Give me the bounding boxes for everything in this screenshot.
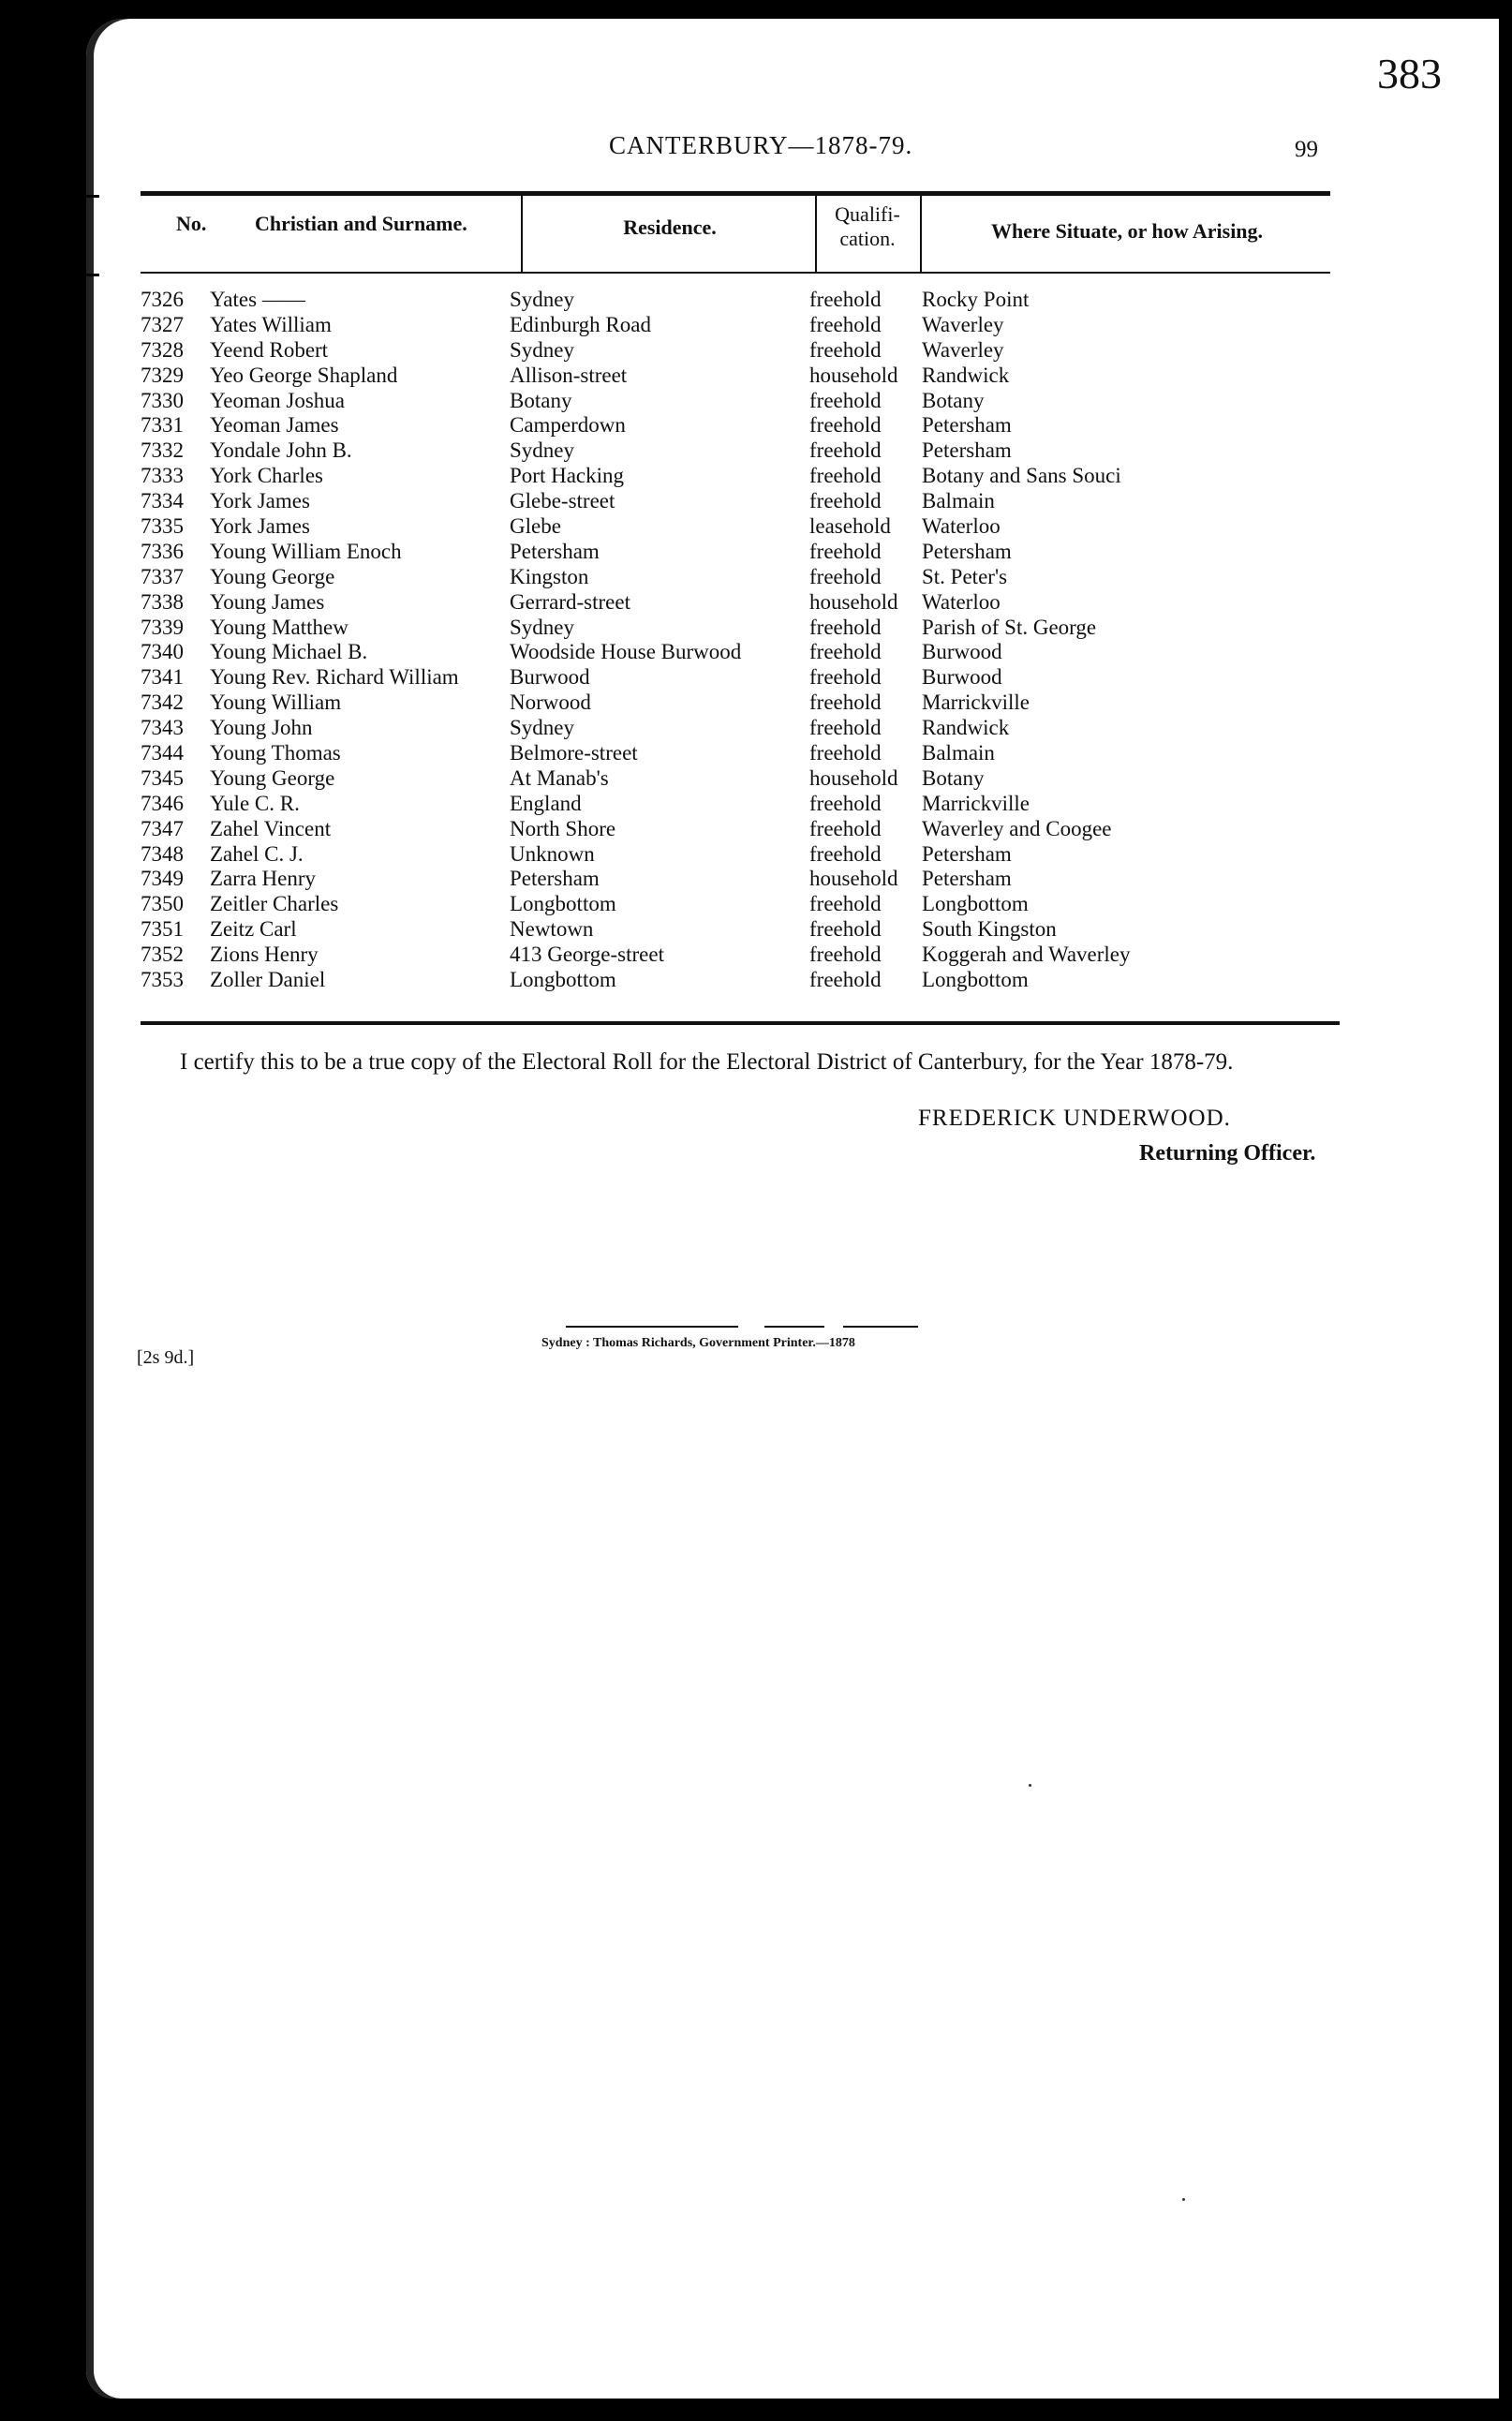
folio-number: 99: [1295, 137, 1318, 162]
row-where: Balmain: [922, 489, 995, 513]
row-name: Young George: [210, 564, 335, 588]
printer-rule: [843, 1326, 918, 1328]
row-qualification: freehold: [809, 892, 882, 916]
row-where: Petersham: [922, 841, 1012, 866]
row-qualification: freehold: [809, 615, 882, 639]
row-name: Yeo George Shapland: [210, 363, 398, 387]
row-name: Yeoman Joshua: [210, 388, 345, 412]
row-qualification: freehold: [809, 489, 882, 513]
row-residence: Sydney: [510, 716, 574, 740]
row-where: Burwood: [922, 640, 1002, 664]
printer-rule: [566, 1326, 738, 1328]
column-divider: [920, 195, 922, 272]
row-residence: England: [510, 791, 582, 815]
row-where: Rocky Point: [922, 288, 1030, 311]
page-number: 383: [1377, 50, 1442, 97]
row-name: Young Matthew: [210, 615, 348, 639]
row-number: 7331: [141, 413, 184, 438]
row-where: Koggerah and Waverley: [922, 943, 1131, 967]
header-where: Where Situate, or how Arising.: [990, 219, 1264, 243]
row-name: Zions Henry: [210, 943, 319, 967]
row-name: Yates William: [210, 312, 332, 336]
row-where: Waverley: [922, 337, 1004, 362]
row-number: 7329: [141, 363, 184, 387]
row-residence: Longbottom: [510, 968, 616, 992]
row-where: Burwood: [922, 665, 1002, 690]
row-where: Randwick: [922, 363, 1010, 387]
row-qualification: freehold: [809, 438, 882, 463]
row-name: Young Rev. Richard William: [210, 665, 459, 690]
row-name: Young James: [210, 589, 325, 614]
row-qualification: freehold: [809, 917, 882, 942]
row-residence: Sydney: [510, 438, 574, 463]
row-name: Young John: [210, 716, 313, 740]
row-where: Waverley and Coogee: [922, 816, 1112, 840]
row-where: Balmain: [922, 741, 995, 765]
edge-mark: [86, 274, 99, 276]
row-residence: Sydney: [510, 337, 574, 362]
row-name: Yeend Robert: [210, 337, 329, 362]
column-divider: [521, 195, 523, 272]
header-qualification: [817, 202, 918, 251]
row-residence: Unknown: [510, 841, 595, 866]
row-qualification: freehold: [809, 464, 882, 488]
row-qualification: freehold: [809, 564, 882, 588]
row-where: Petersham: [922, 539, 1012, 563]
edge-mark: [86, 195, 99, 198]
table-bottom-rule: [141, 1021, 1340, 1025]
row-residence: Kingston: [510, 564, 589, 588]
row-residence: Camperdown: [510, 413, 626, 438]
row-name: Zahel Vincent: [210, 816, 332, 840]
row-qualification: freehold: [809, 388, 882, 412]
row-qualification: household: [809, 589, 898, 614]
printer-line: Sydney : Thomas Richards, Government Printer.—1878: [541, 1336, 855, 1350]
row-where: Marrickville: [922, 691, 1030, 715]
row-qualification: freehold: [809, 337, 882, 362]
row-qualification: freehold: [809, 288, 882, 311]
row-number: 7350: [141, 892, 184, 916]
row-number: 7347: [141, 816, 184, 840]
row-name: Yondale John B.: [210, 438, 352, 463]
row-residence: Petersham: [510, 867, 600, 891]
row-number: 7352: [141, 943, 184, 967]
row-residence: Norwood: [510, 691, 591, 715]
row-where: Botany and Sans Souci: [922, 464, 1121, 488]
row-number: 7333: [141, 464, 184, 488]
row-name: Yates ——: [210, 288, 305, 311]
row-name: York Charles: [210, 464, 323, 488]
row-number: 7338: [141, 589, 184, 614]
row-qualification: freehold: [809, 413, 882, 438]
row-where: Longbottom: [922, 892, 1029, 916]
row-qualification: freehold: [809, 640, 882, 664]
row-number: 7343: [141, 716, 184, 740]
row-name: Young Thomas: [210, 741, 341, 765]
row-name: Zeitler Charles: [210, 892, 339, 916]
row-qualification: freehold: [809, 841, 882, 866]
row-name: York James: [210, 489, 310, 513]
row-name: Zoller Daniel: [210, 968, 326, 992]
row-where: Petersham: [922, 867, 1012, 891]
row-qualification: freehold: [809, 816, 882, 840]
row-number: 7330: [141, 388, 184, 412]
row-where: Petersham: [922, 413, 1012, 438]
row-qualification: freehold: [809, 791, 882, 815]
row-where: Waverley: [922, 312, 1004, 336]
row-residence: Glebe: [510, 514, 561, 539]
row-where: Botany: [922, 388, 985, 412]
row-qualification: freehold: [809, 716, 882, 740]
row-number: 7327: [141, 312, 184, 336]
row-name: Young William: [210, 691, 342, 715]
row-name: Young George: [210, 765, 335, 790]
running-head: CANTERBURY—1878-79.: [609, 131, 913, 159]
row-qualification: freehold: [809, 312, 882, 336]
row-residence: Petersham: [510, 539, 600, 563]
row-residence: Edinburgh Road: [510, 312, 651, 336]
row-number: 7341: [141, 665, 184, 690]
row-number: 7334: [141, 489, 184, 513]
row-where: St. Peter's: [922, 564, 1008, 588]
row-residence: Woodside House Burwood: [510, 640, 742, 664]
header-name: Christian and Surname.: [255, 212, 467, 235]
row-residence: 413 George-street: [510, 943, 664, 967]
row-name: Zahel C. J.: [210, 841, 304, 866]
row-name: York James: [210, 514, 310, 539]
row-residence: At Manab's: [510, 765, 609, 790]
row-name: Zeitz Carl: [210, 917, 297, 942]
row-residence: Glebe-street: [510, 489, 615, 513]
row-number: 7349: [141, 867, 184, 891]
row-qualification: freehold: [809, 741, 882, 765]
row-where: Botany: [922, 765, 985, 790]
row-number: 7351: [141, 917, 184, 942]
row-qualification: household: [809, 363, 898, 387]
row-residence: Port Hacking: [510, 464, 625, 488]
row-number: 7344: [141, 741, 184, 765]
row-residence: Sydney: [510, 615, 574, 639]
row-residence: Allison-street: [510, 363, 628, 387]
speck: [1182, 2198, 1185, 2201]
row-name: Young Michael B.: [210, 640, 368, 664]
row-where: Waterloo: [922, 589, 1001, 614]
row-residence: North Shore: [510, 816, 616, 840]
row-residence: Burwood: [510, 665, 590, 690]
row-number: 7335: [141, 514, 184, 539]
row-residence: Belmore-street: [510, 741, 638, 765]
printer-rule: [764, 1326, 824, 1328]
row-number: 7348: [141, 841, 184, 866]
row-where: South Kingston: [922, 917, 1057, 942]
certification-text: I certify this to be a true copy of the Electoral Roll for the Electoral District of Canterbury, for the Year 1878-79.: [180, 1049, 1234, 1075]
row-where: Randwick: [922, 716, 1010, 740]
row-where: Petersham: [922, 438, 1012, 463]
row-qualification: freehold: [809, 943, 882, 967]
row-qualification: freehold: [809, 968, 882, 992]
row-number: 7326: [141, 288, 184, 311]
row-number: 7340: [141, 640, 184, 664]
row-where: Longbottom: [922, 968, 1029, 992]
header-no: No.: [176, 212, 207, 235]
row-qualification: leasehold: [809, 514, 891, 539]
row-where: Parish of St. George: [922, 615, 1097, 639]
header-residence: Residence.: [623, 215, 717, 239]
table-top-rule: [141, 191, 1330, 196]
row-residence: Sydney: [510, 288, 574, 311]
row-residence: Newtown: [510, 917, 594, 942]
row-where: Marrickville: [922, 791, 1030, 815]
header-bottom-rule: [141, 272, 1330, 274]
row-qualification: freehold: [809, 691, 882, 715]
row-name: Zarra Henry: [210, 867, 317, 891]
row-qualification: freehold: [809, 539, 882, 563]
row-residence: Botany: [510, 388, 572, 412]
row-number: 7339: [141, 615, 184, 639]
speck: [1029, 1784, 1031, 1787]
row-name: Young William Enoch: [210, 539, 402, 563]
row-qualification: household: [809, 867, 898, 891]
row-where: Waterloo: [922, 514, 1001, 539]
header-qualification-line1: Qualifi-: [835, 202, 900, 226]
row-residence: Gerrard-street: [510, 589, 630, 614]
row-number: 7353: [141, 968, 184, 992]
row-number: 7346: [141, 791, 184, 815]
row-name: Yule C. R.: [210, 791, 300, 815]
signer-title: Returning Officer.: [1139, 1141, 1316, 1166]
row-number: 7345: [141, 765, 184, 790]
row-qualification: freehold: [809, 665, 882, 690]
header-qualification-line2: cation.: [839, 227, 896, 250]
row-name: Yeoman James: [210, 413, 339, 438]
row-number: 7337: [141, 564, 184, 588]
row-number: 7328: [141, 337, 184, 362]
signer-name: FREDERICK UNDERWOOD.: [918, 1106, 1231, 1131]
row-number: 7336: [141, 539, 184, 563]
row-number: 7332: [141, 438, 184, 463]
row-qualification: household: [809, 765, 898, 790]
price-mark: [2s 9d.]: [137, 1347, 195, 1368]
row-number: 7342: [141, 691, 184, 715]
row-residence: Longbottom: [510, 892, 616, 916]
